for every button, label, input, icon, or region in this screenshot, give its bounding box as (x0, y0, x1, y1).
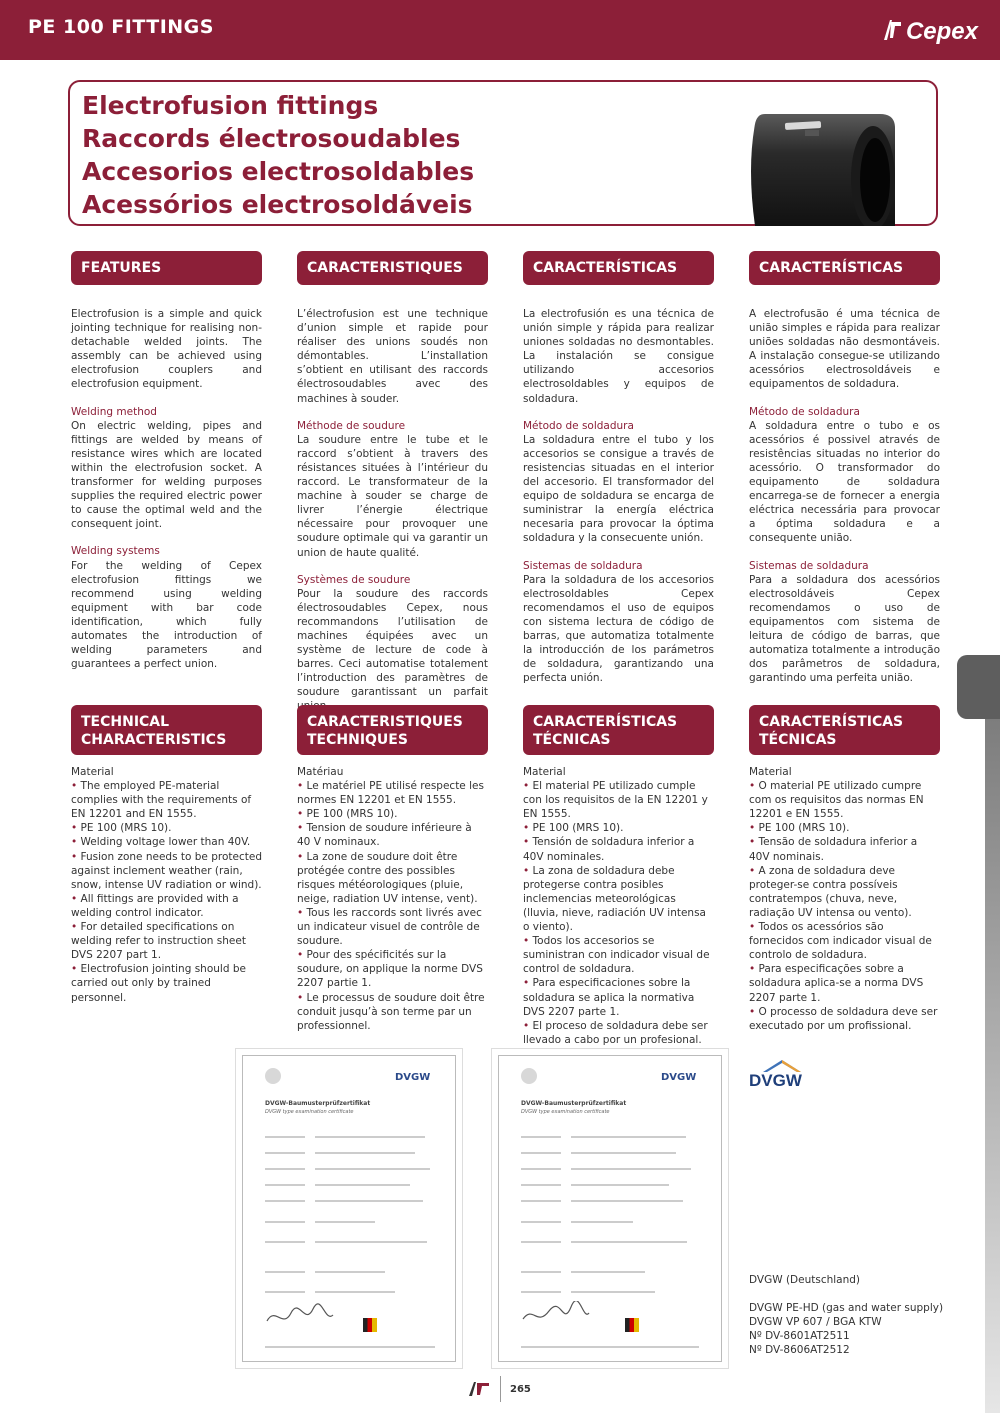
features-heading-pt: CARACTERÍSTICAS (749, 251, 940, 285)
technical-bullet: • Todos los accesorios se suministran con indicador visual de control de soldadura. (523, 935, 710, 976)
technical-bullet: • PE 100 (MRS 10). (297, 808, 398, 821)
features-intro: Electrofusion is a simple and quick jointing technique for realising non-detachable welded joints. The assembly can be achieved using electrofusion couplers and electrofusion equipment. (71, 308, 262, 391)
brand-name: Cepex (905, 18, 978, 45)
technical-bullet: • Tensão de soldadura inferior a 40V nominais. (749, 836, 918, 863)
signature-image (521, 1301, 591, 1331)
technical-heading-en: TECHNICAL CHARACTERISTICS (71, 705, 262, 755)
dvgw-logo: DVGW (749, 1058, 809, 1094)
dvgw-small-logo: DVGW (661, 1072, 697, 1083)
welding-systems-text: For the welding of Cepex electrofusion fittings we recommend using welding equipment with bar code identification, which fully automates the introduction of welding parameters and guarantees a perfect union. (71, 559, 262, 671)
welding-method-text: A soldadura entre o tubo e os acessórios é possivel através de resistências situadas no interior do acessório. O transformador do equipamento de soldadura encarrega-se de fornecer a energia eléctrica necessária para provocar a óptima soldadura e a consequente união. (749, 419, 940, 545)
welding-method-text: La soudure entre le tube et le raccord s’obtient à travers des résistances situées à l’intérieur du raccord. Le transformateur de la machine à souder se charge de livrer l’énergie électrique nécessaire pour provoquer une soudure optimale qui va garantir un union de haute qualité. (297, 433, 488, 559)
footer-divider (500, 1376, 501, 1402)
certificate-subtitle: DVGW type examination certificate (521, 1109, 610, 1115)
footer-cepex-mark-icon (468, 1381, 490, 1397)
chapter-side-tab (957, 655, 1000, 719)
technical-bullet: • Para especificaciones sobre la soldadura se aplica la normativa DVS 2207 parte 1. (523, 977, 695, 1018)
certification-info (749, 1273, 949, 1357)
welding-method-title: Welding method (71, 405, 157, 418)
features-column-es (523, 307, 714, 698)
technical-bullet: • El material PE utilizado cumple con los requisitos de la EN 12201 y EN 1555. (523, 780, 708, 821)
title-pt: Acessórios electrosoldáveis (82, 190, 473, 219)
technical-bullet: • PE 100 (MRS 10). (71, 822, 172, 835)
technical-bullet: • Le processus de soudure doit être conduit jusqu’à son terme par un professionnel. (297, 991, 485, 1032)
welding-method-text: La soldadura entre el tubo y los accesorios se consigue a través de resistencias situadas en el interior del accesorio. El transformador del equipo de soldadura se encarga de suministrar la energía eléctrica necesaria para provocar la óptima soldadura y la consecuente unión. (523, 433, 714, 545)
welding-method-title: Método de soldadura (749, 405, 860, 418)
technical-bullet: • Todos os acessórios são fornecidos com indicador visual de controlo de soldadura. (749, 921, 932, 962)
technical-bullet: • Electrofusion jointing should be carried out only by trained personnel. (71, 963, 246, 1004)
cert-line: Nº DV-8606AT2512 (749, 1344, 850, 1357)
technical-bullet: • O material PE utilizado cumpre com os requisitos das normas EN 12201 e EN 1555. (749, 780, 924, 821)
side-gradient-strip (985, 719, 1000, 1413)
certificate-image-1 (242, 1055, 456, 1362)
title-fr: Raccords électrosoudables (82, 124, 461, 153)
welding-systems-text: Pour la soudure des raccords électrosoudables Cepex, nous recommandons l’utilisation de machines équipées avec un système de lecture de code à barres. Ceci automatise totalement l’introduction des paramètres de soudure garantissant un parfait (297, 587, 488, 699)
page-section-title: PE 100 FITTINGS (28, 16, 214, 38)
title-en: Electrofusion fittings (82, 91, 379, 120)
technical-bullet: • Welding voltage lower than 40V. (71, 836, 251, 849)
technical-bullet: • Tensión de soldadura inferior a 40V nominales. (523, 836, 695, 863)
technical-bullet: • For detailed specifications on welding refer to instruction sheet DVS 2207 part 1. (71, 921, 246, 962)
technical-column-en (71, 765, 262, 1005)
technical-bullet: • La zone de soudure doit être protégée contre des possibles risques météorologiques (pluie, neige, radiation UV intense, vent). (297, 850, 478, 905)
certificate-image-2 (498, 1055, 722, 1362)
cepex-logo (882, 18, 978, 46)
technical-bullet: • All fittings are provided with a welding control indicator. (71, 892, 239, 919)
technical-bullet: • Tension de soudure inférieure à 40 V nominaux. (297, 822, 472, 849)
technical-bullet: • A zona de soldadura deve proteger-se contra possíveis contratempos (chuva, neve, radiação UV intensa ou vento). (749, 864, 912, 919)
features-intro: La electrofusión es una técnica de unión simple y rápida para realizar uniones soldadas no desmontables. La instalación se consigue utilizando accesorios electrosoldables y equipos de soldadura. (523, 308, 714, 405)
certificate-title: DVGW-Baumusterprüfzertifikat (521, 1100, 627, 1107)
seal-icon (521, 1068, 537, 1084)
technical-heading-fr: CARACTERISTIQUES TECHNIQUES (297, 705, 488, 755)
technical-bullet: • El proceso de soldadura debe ser llevado a cabo por un profesional. (523, 1019, 708, 1046)
signature-image (265, 1301, 335, 1331)
material-label: Material (523, 766, 566, 778)
cert-line: DVGW (Deutschland) (749, 1274, 861, 1286)
welding-systems-title: Systèmes de soudure (297, 573, 411, 586)
cert-line: DVGW PE-HD (gas and water supply) (749, 1302, 944, 1315)
welding-systems-text: Para a soldadura dos acessórios electrosoldáveis Cepex recomendamos o uso de equipamentos com sistema de leitura de código de barras, que automatiza totalmente a introdução dos parâmetros de soldadura, garantindo uma perfeita união. (749, 573, 940, 685)
welding-method-title: Método de soldadura (523, 419, 634, 432)
cepex-mark-icon (882, 18, 902, 42)
features-column-pt (749, 307, 940, 698)
header-bar (0, 0, 1000, 60)
welding-method-title: Méthode de soudure (297, 419, 406, 432)
cert-line: DVGW VP 607 / BGA KTW (749, 1316, 882, 1329)
technical-heading-pt: CARACTERÍSTICAS TÉCNICAS (749, 705, 940, 755)
features-heading-en: FEATURES (71, 251, 262, 285)
features-intro: L’électrofusion est une technique d’union simple et rapide pour réaliser des unions soudés non démontables. L’installation s’obtient en utilisant des raccords électrosoudables avec des machines à souder. (297, 308, 488, 405)
welding-method-text: On electric welding, pipes and fittings are welded by means of resistance wires which are located within the electrofusion socket. A transformer for welding purposes supplies the required electric power to cause the optimal weld and the consequent joint. (71, 419, 262, 531)
flag-icon (363, 1318, 377, 1332)
features-heading-fr: CARACTERISTIQUES (297, 251, 488, 285)
features-intro: A electrofusão é uma técnica de união simples e rápida para realizar uniões soldadas não desmontáveis. A instalação consegue-se utilizando acessórios electrosoldáveis e equipamentos de soldadura. (749, 308, 940, 391)
technical-bullet: • The employed PE-material complies with the requirements of EN 12201 and EN 1555. (71, 780, 252, 821)
technical-column-fr (297, 765, 488, 1033)
flag-icon (625, 1318, 639, 1332)
technical-heading-es: CARACTERÍSTICAS TÉCNICAS (523, 705, 714, 755)
seal-icon (265, 1068, 281, 1084)
material-label: Material (749, 766, 792, 778)
cert-line-spacer (749, 1287, 949, 1301)
material-label: Material (71, 766, 114, 778)
page-number: 265 (510, 1384, 531, 1395)
dvgw-small-logo: DVGW (395, 1072, 431, 1083)
technical-column-es (523, 765, 714, 1047)
technical-bullet: • Pour des spécificités sur la soudure, on applique la norme DVS 2207 partie 1. (297, 949, 483, 990)
cert-line: Nº DV-8601AT2511 (749, 1330, 850, 1343)
technical-bullet: • O processo de soldadura deve ser executado por um profissional. (749, 1005, 938, 1032)
technical-bullet: • PE 100 (MRS 10). (523, 822, 624, 835)
electrofusion-coupler-image (745, 108, 895, 226)
technical-bullet: • PE 100 (MRS 10). (749, 822, 850, 835)
technical-bullet: • La zona de soldadura debe protegerse contra posibles inclemencias meteorológicas (lluvia, nieve, radiación UV intensa o viento). (523, 864, 706, 934)
welding-systems-title: Sistemas de soldadura (749, 559, 869, 572)
technical-bullet: • Fusion zone needs to be protected against inclement weather (rain, snow, intense UV radiation or wind). (71, 850, 262, 891)
technical-bullet: • Para especificações sobre a soldadura aplica-se a norma DVS 2207 parte 1. (749, 963, 924, 1004)
welding-systems-title: Welding systems (71, 545, 160, 558)
material-label: Matériau (297, 766, 344, 778)
features-heading-es: CARACTERÍSTICAS (523, 251, 714, 285)
technical-column-pt (749, 765, 940, 1033)
technical-bullet: • Tous les raccords sont livrés avec un indicateur visuel de contrôle de soudure. (297, 906, 482, 948)
features-column-fr (297, 307, 488, 727)
technical-bullet: • Le matériel PE utilisé respecte les normes EN 12201 et EN 1555. (297, 780, 484, 807)
certificate-subtitle: DVGW type examination certificate (265, 1109, 354, 1115)
welding-systems-title: Sistemas de soldadura (523, 559, 643, 572)
welding-systems-text: Para la soldadura de los accesorios electrosoldables Cepex recomendamos el uso de equipos con sistema lectura de código de barras, que automatiza totalmente la introducción de los parámetros de soldadura, garantizando una perfecta unión. (523, 573, 714, 685)
title-es: Accesorios electrosoldables (82, 157, 475, 186)
features-column-en (71, 307, 262, 684)
certificate-title: DVGW-Baumusterprüfzertifikat (265, 1100, 371, 1107)
